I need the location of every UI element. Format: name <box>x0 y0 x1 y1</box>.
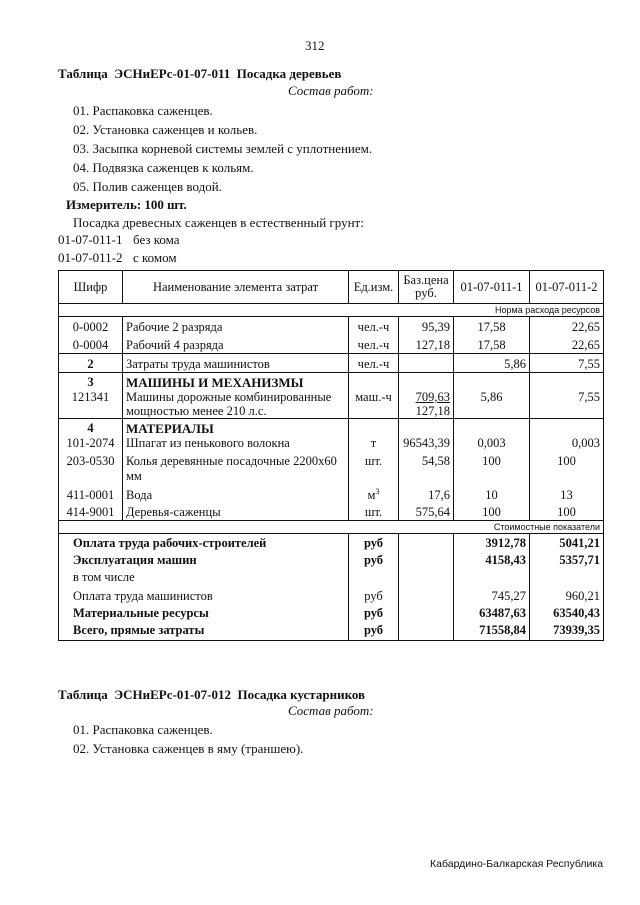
cost-row <box>59 585 604 604</box>
work-item: 05. Полив саженцев водой. <box>73 179 222 194</box>
table-row <box>59 335 604 354</box>
norm-note-row <box>59 304 604 317</box>
variant-label: без кома <box>133 232 180 247</box>
variant-label: с комом <box>133 250 177 265</box>
table-row <box>59 354 604 373</box>
row-unit: шт. <box>349 451 399 484</box>
cost-row <box>59 568 604 585</box>
table-row <box>59 503 604 521</box>
work-item: 02. Установка саженцев и кольев. <box>73 122 258 137</box>
row-value-2: 7,55 <box>530 354 604 373</box>
work-item: 01. Распаковка саженцев. <box>73 722 213 737</box>
row-price: 127,18 <box>399 335 454 354</box>
header-price-line1: Баз.цена <box>403 273 449 287</box>
cost-row <box>59 534 604 552</box>
section-code: 4 <box>59 419 123 437</box>
section-row <box>59 373 604 391</box>
cost-unit: руб <box>349 534 399 552</box>
row-price: 96543,39 <box>399 436 454 451</box>
row-price: 54,58 <box>399 451 454 484</box>
cost-value-2: 63540,43 <box>530 604 604 621</box>
row-value-2: 22,65 <box>530 335 604 354</box>
cost-value-1: 4158,43 <box>454 551 530 568</box>
row-value-1: 17,58 <box>454 317 530 336</box>
row-value-2: 0,003 <box>530 436 604 451</box>
row-name: Рабочий 4 разряда <box>123 335 349 354</box>
meter-label: Измеритель: 100 шт. <box>66 197 187 212</box>
cost-name: Оплата труда рабочих-строителей <box>59 534 349 552</box>
cost-name: в том числе <box>59 568 349 585</box>
row-unit: шт. <box>349 503 399 521</box>
work-item: 04. Подвязка саженцев к кольям. <box>73 160 254 175</box>
row-name-line1: Колья деревянные посадочные 2200x60 <box>126 454 337 468</box>
row-value-2: 13 <box>530 484 604 503</box>
row-value-1: 17,58 <box>454 335 530 354</box>
cost-unit: руб <box>349 551 399 568</box>
cost-name: Всего, прямые затраты <box>59 621 349 641</box>
row-unit: чел.-ч <box>349 317 399 336</box>
cost-value-2: 73939,35 <box>530 621 604 641</box>
work-composition-heading: Состав работ: <box>288 83 374 98</box>
variant-code: 01-07-011-1 <box>58 232 123 247</box>
cost-unit: руб <box>349 604 399 621</box>
row-code: 101-2074 <box>59 436 123 451</box>
work-item: 02. Установка саженцев в яму (траншею). <box>73 741 304 756</box>
row-name: Шпагат из пенькового волокна <box>123 436 349 451</box>
table-description: Посадка древесных саженцев в естественный грунт: <box>73 215 364 230</box>
work-item: 01. Распаковка саженцев. <box>73 103 213 118</box>
row-code: 0-0004 <box>59 335 123 354</box>
row-unit: чел.-ч <box>349 335 399 354</box>
row-price-line1: 709,63 <box>415 390 450 404</box>
cost-row <box>59 621 604 641</box>
row-value-1: 10 <box>454 484 530 503</box>
header-unit: Ед.изм. <box>349 271 399 304</box>
cost-value-1: 745,27 <box>454 585 530 604</box>
page-number: 312 <box>305 38 325 53</box>
row-code: 411-0001 <box>59 484 123 503</box>
row-value-2: 22,65 <box>530 317 604 336</box>
row-price <box>399 354 454 373</box>
cost-value-1: 71558,84 <box>454 621 530 641</box>
variant-code: 01-07-011-2 <box>58 250 123 265</box>
row-value-1: 100 <box>454 451 530 484</box>
cost-value-1: 63487,63 <box>454 604 530 621</box>
table-row <box>59 484 604 503</box>
table-row <box>59 451 604 484</box>
row-code: 203-0530 <box>59 451 123 484</box>
header-price-line2: руб. <box>415 286 437 300</box>
header-code: Шифр <box>59 271 123 304</box>
row-name: Деревья-саженцы <box>123 503 349 521</box>
cost-row <box>59 604 604 621</box>
row-name <box>123 390 349 419</box>
row-name: Вода <box>123 484 349 503</box>
cost-value-2: 5357,71 <box>530 551 604 568</box>
section-code: 3 <box>59 373 123 391</box>
cost-value-2: 5041,21 <box>530 534 604 552</box>
row-unit-sup: 3 <box>375 486 380 496</box>
cost-name: Оплата труда машинистов <box>59 585 349 604</box>
cost-note: Стоимостные показатели <box>59 521 604 534</box>
row-unit: т <box>349 436 399 451</box>
row-price <box>399 390 454 419</box>
table-title: Таблица ЭСНиЕРс-01-07-012 Посадка кустарников <box>58 687 366 702</box>
row-price: 17,6 <box>399 484 454 503</box>
cost-value-1: 3912,78 <box>454 534 530 552</box>
row-unit: маш.-ч <box>349 390 399 419</box>
work-composition-heading: Состав работ: <box>288 703 374 718</box>
cost-row <box>59 551 604 568</box>
row-code: 2 <box>59 354 123 373</box>
row-value-1: 5,86 <box>454 390 530 419</box>
cost-name: Эксплуатация машин <box>59 551 349 568</box>
row-name-line1: Машины дорожные комбинированные <box>126 390 332 404</box>
row-name <box>123 451 349 484</box>
cost-unit: руб <box>349 585 399 604</box>
table-row <box>59 436 604 451</box>
row-value-1: 0,003 <box>454 436 530 451</box>
page-footer: Кабардино-Балкарская Республика <box>430 858 604 870</box>
row-value-2: 100 <box>530 503 604 521</box>
header-col2: 01-07-011-2 <box>530 271 604 304</box>
row-value-2: 7,55 <box>530 390 604 419</box>
cost-name: Материальные ресурсы <box>59 604 349 621</box>
row-code: 121341 <box>59 390 123 419</box>
row-value-1: 5,86 <box>454 354 530 373</box>
row-price: 95,39 <box>399 317 454 336</box>
row-name: Рабочие 2 разряда <box>123 317 349 336</box>
row-price-line2: 127,18 <box>415 404 450 418</box>
row-value-1: 100 <box>454 503 530 521</box>
row-unit-base: м <box>367 488 376 502</box>
table-title: Таблица ЭСНиЕРс-01-07-011 Посадка деревьев <box>58 66 342 81</box>
row-name: Затраты труда машинистов <box>123 354 349 373</box>
row-code: 0-0002 <box>59 317 123 336</box>
row-name-line2: мм <box>126 469 142 483</box>
work-item: 03. Засыпка корневой системы землей с уплотнением. <box>73 141 373 156</box>
cost-table <box>58 270 604 641</box>
table-row <box>59 390 604 419</box>
table-header-row <box>59 271 604 304</box>
row-name-line2: мощностью менее 210 л.с. <box>126 404 267 418</box>
row-unit: чел.-ч <box>349 354 399 373</box>
cost-note-row <box>59 521 604 534</box>
row-code: 414-9001 <box>59 503 123 521</box>
cost-value-2: 960,21 <box>530 585 604 604</box>
cost-unit: руб <box>349 621 399 641</box>
row-value-2: 100 <box>530 451 604 484</box>
norm-note: Норма расхода ресурсов <box>59 304 604 317</box>
section-row <box>59 419 604 437</box>
section-name: МАТЕРИАЛЫ <box>123 419 349 437</box>
row-price: 575,64 <box>399 503 454 521</box>
section-name: МАШИНЫ И МЕХАНИЗМЫ <box>123 373 349 391</box>
header-col1: 01-07-011-1 <box>454 271 530 304</box>
header-name: Наименование элемента затрат <box>123 271 349 304</box>
header-price <box>399 271 454 304</box>
table-row <box>59 317 604 336</box>
row-unit <box>349 484 399 503</box>
